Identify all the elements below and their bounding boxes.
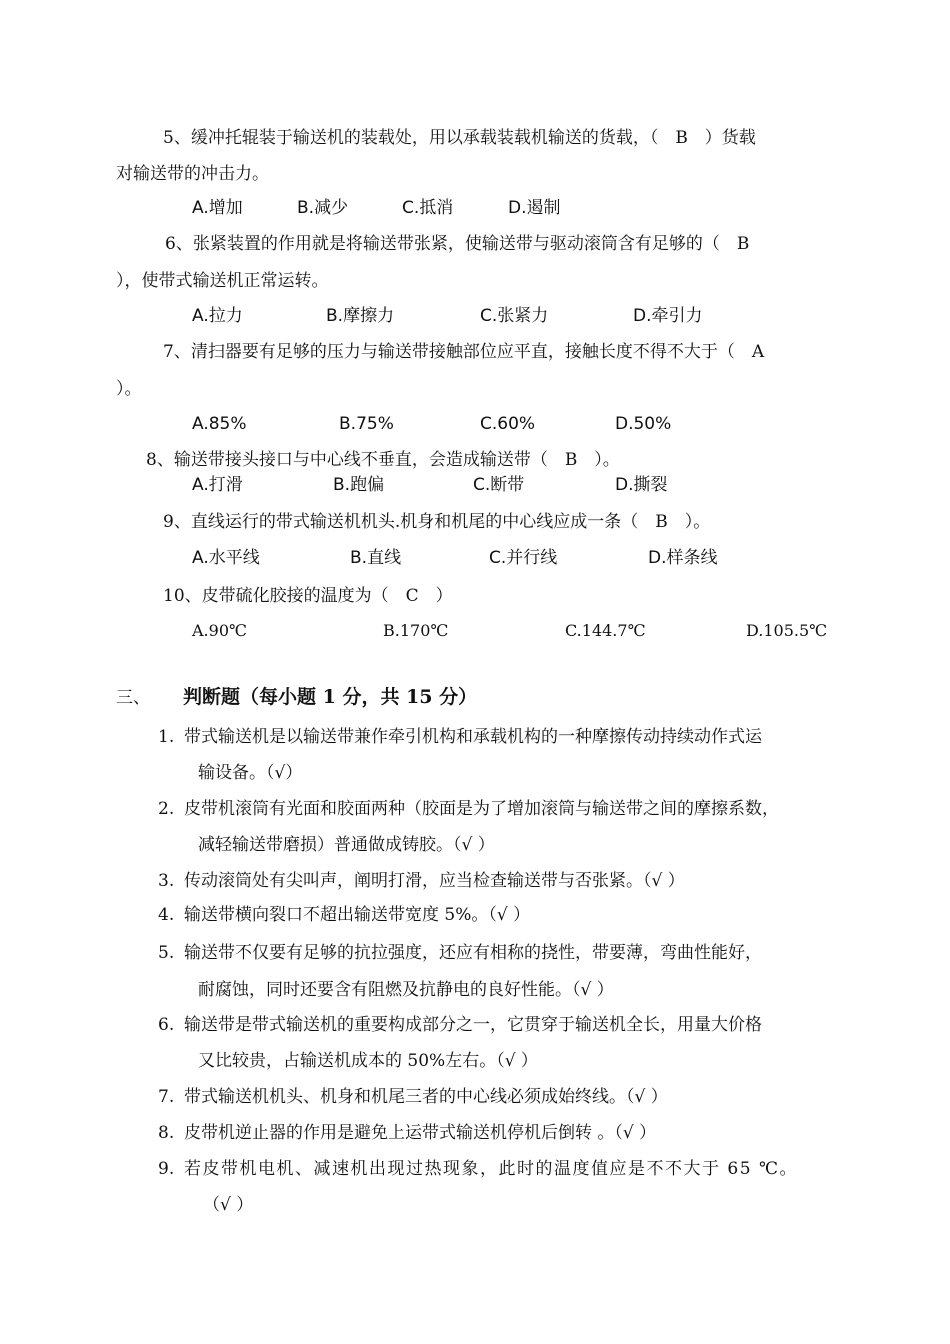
q5-option-c: C.抵消 bbox=[402, 198, 454, 218]
tf-q5-text-cont: 耐腐蚀，同时还要含有阻燃及抗静电的良好性能。（√ ） bbox=[198, 980, 614, 1000]
tf-q7-number: 7. bbox=[158, 1087, 175, 1107]
q6-option-b: B.摩擦力 bbox=[326, 306, 395, 326]
q9-option-a: A.水平线 bbox=[192, 548, 260, 568]
q9-option-d: D.样条线 bbox=[648, 548, 718, 568]
tf-q2-number: 2. bbox=[158, 799, 175, 819]
q7-option-d: D.50% bbox=[615, 414, 672, 434]
section-number: 三、 bbox=[116, 688, 150, 708]
q6-text-cont: ），使带式输送机正常运转。 bbox=[116, 271, 329, 291]
tf-q6-number: 6. bbox=[158, 1015, 175, 1035]
q5-option-d: D.遏制 bbox=[508, 198, 561, 218]
tf-q7-text: 带式输送机机头、机身和机尾三者的中心线必须成始终线。（√ ） bbox=[184, 1087, 668, 1107]
tf-q3-number: 3. bbox=[158, 871, 175, 891]
q7-option-b: B.75% bbox=[339, 414, 394, 434]
q9-text: 9、直线运行的带式输送机机头.机身和机尾的中心线应成一条（ B ）。 bbox=[163, 512, 711, 532]
tf-q2-text: 皮带机滚筒有光面和胶面两种（胶面是为了增加滚筒与输送带之间的摩擦系数， bbox=[184, 799, 779, 819]
q6-option-d: D.牵引力 bbox=[633, 306, 703, 326]
q8-option-c: C.断带 bbox=[473, 475, 525, 495]
q5-option-a: A.增加 bbox=[192, 198, 243, 218]
tf-q5-number: 5. bbox=[158, 943, 175, 963]
q7-text: 7、清扫器要有足够的压力与输送带接触部位应平直，接触长度不得不大于（ A bbox=[163, 342, 765, 362]
q10-option-c: C.144.7℃ bbox=[565, 621, 646, 640]
tf-q4-number: 4. bbox=[158, 905, 175, 925]
section-title: 判断题（每小题 1 分，共 15 分） bbox=[183, 686, 478, 708]
tf-q1-number: 1. bbox=[158, 727, 175, 747]
tf-q9-number: 9. bbox=[158, 1159, 175, 1179]
q10-text: 10、皮带硫化胶接的温度为（ C ） bbox=[163, 586, 453, 606]
q9-option-c: C.并行线 bbox=[489, 548, 558, 568]
q5-text: 5、缓冲托辊装于输送机的装载处，用以承载装载机输送的货载，（ B ）货载 bbox=[163, 128, 756, 148]
q6-text: 6、张紧装置的作用就是将输送带张紧，使输送带与驱动滚筒含有足够的（ B bbox=[165, 234, 750, 254]
q6-option-c: C.张紧力 bbox=[480, 306, 549, 326]
q7-text-cont: ）。 bbox=[116, 379, 142, 399]
q6-option-a: A.拉力 bbox=[192, 306, 243, 326]
q10-option-b: B.170℃ bbox=[383, 621, 449, 640]
q8-option-b: B.跑偏 bbox=[333, 475, 385, 495]
tf-q9-text-cont: （√ ） bbox=[203, 1195, 254, 1215]
tf-q6-text: 输送带是带式输送机的重要构成部分之一，它贯穿于输送机全长，用量大价格 bbox=[184, 1015, 762, 1035]
q8-option-d: D.撕裂 bbox=[615, 475, 668, 495]
tf-q2-text-cont: 减轻输送带磨损）普通做成铸胶。（√ ） bbox=[198, 835, 495, 855]
tf-q8-number: 8. bbox=[158, 1123, 175, 1143]
tf-q6-text-cont: 又比较贵，占输送机成本的 50%左右。（√ ） bbox=[198, 1051, 538, 1071]
q5-text-cont: 对输送带的冲击力。 bbox=[116, 164, 269, 184]
q10-option-a: A.90℃ bbox=[192, 621, 247, 640]
tf-q8-text: 皮带机逆止器的作用是避免上运带式输送机停机后倒转 。（√ ） bbox=[184, 1123, 657, 1143]
q7-option-c: C.60% bbox=[480, 414, 536, 434]
tf-q1-text: 带式输送机是以输送带兼作牵引机构和承载机构的一种摩擦传动持续动作式运 bbox=[184, 727, 762, 747]
tf-q3-text: 传动滚筒处有尖叫声，阐明打滑，应当检查输送带与否张紧。（√ ） bbox=[184, 871, 685, 891]
q9-option-b: B.直线 bbox=[350, 548, 402, 568]
tf-q4-text: 输送带横向裂口不超出输送带宽度 5%。（√ ） bbox=[184, 905, 531, 925]
tf-q1-text-cont: 输设备。（√） bbox=[198, 763, 303, 783]
q8-text: 8、输送带接头接口与中心线不垂直，会造成输送带（ B ）。 bbox=[146, 450, 620, 470]
q5-option-b: B.减少 bbox=[297, 198, 349, 218]
q10-option-d: D.105.5℃ bbox=[746, 621, 828, 640]
q7-option-a: A.85% bbox=[192, 414, 247, 434]
tf-q9-text: 若皮带机电机、减速机出现过热现象，此时的温度值应是不不大于 65 ℃。 bbox=[184, 1159, 798, 1179]
q8-option-a: A.打滑 bbox=[192, 475, 243, 495]
tf-q5-text: 输送带不仅要有足够的抗拉强度，还应有相称的挠性，带要薄，弯曲性能好， bbox=[184, 943, 762, 963]
